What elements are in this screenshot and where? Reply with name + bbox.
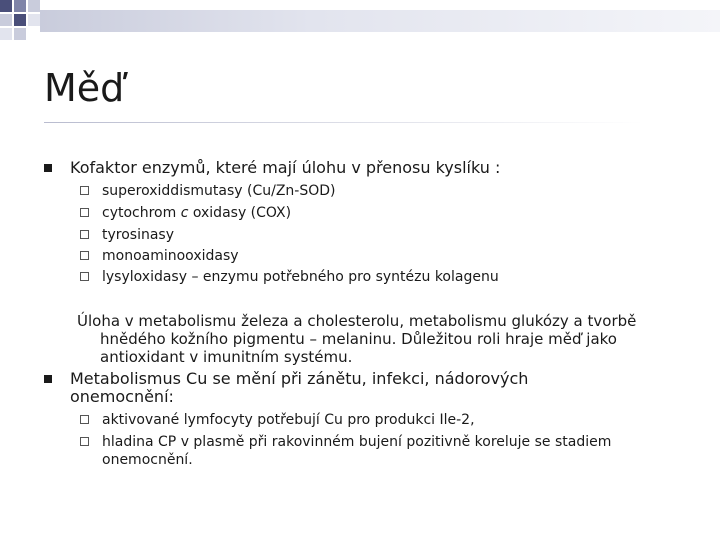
bullet-text: Metabolismus Cu se mění při zánětu, infekci, nádorových [70,369,529,388]
header-decoration [0,0,720,45]
sub-item-text: cytochrom [102,205,181,221]
hollow-square-bullet-icon [80,230,89,239]
paragraph-line: Úloha v metabolismu železa a cholesterolu, metabolismu glukózy a tvorbě [77,312,637,330]
slide-title: Měď [44,66,125,110]
sub-item-text-italic: c [180,205,189,221]
bullet-square-icon [44,164,52,172]
header-stripe [40,10,720,32]
sub-item-text: hladina CP v plasmě při rakovinném bujení pozitivně koreluje se stadiem [102,434,612,450]
hollow-square-bullet-icon [80,437,89,446]
bullet-text: Kofaktor enzymů, které mají úlohu v přenosu kyslíku : [70,158,501,177]
sub-item-text: lysyloxidasy – enzymu potřebného pro syntézu kolagenu [102,269,499,285]
bullet-square-icon [44,375,52,383]
paragraph-line: antioxidant v imunitním systému. [100,348,353,366]
sub-item-text: tyrosinasy [102,227,175,243]
sub-item-text: superoxiddismutasy (Cu/Zn-SOD) [102,183,336,199]
decor-block [14,0,26,12]
sub-item-text: aktivované lymfocyty potřebují Cu pro produkci Ile-2, [102,412,475,428]
hollow-square-bullet-icon [80,208,89,217]
decor-block [0,28,12,40]
sub-item-text: monoaminooxidasy [102,248,239,264]
sub-item-text: oxidasy (COX) [188,205,292,221]
decor-block [28,14,40,26]
paragraph-line: hnědého kožního pigmentu – melaninu. Důležitou roli hraje měď jako [100,330,617,348]
hollow-square-bullet-icon [80,251,89,260]
hollow-square-bullet-icon [80,272,89,281]
hollow-square-bullet-icon [80,415,89,424]
sub-item-text: onemocnění. [102,452,193,468]
decor-block [14,28,26,40]
title-divider [44,122,644,123]
hollow-square-bullet-icon [80,186,89,195]
decor-block [14,14,26,26]
decor-block [0,0,12,12]
decor-block [28,0,40,12]
decor-block [0,14,12,26]
sub-item-text [102,203,291,223]
bullet-text: onemocnění: [70,387,174,406]
